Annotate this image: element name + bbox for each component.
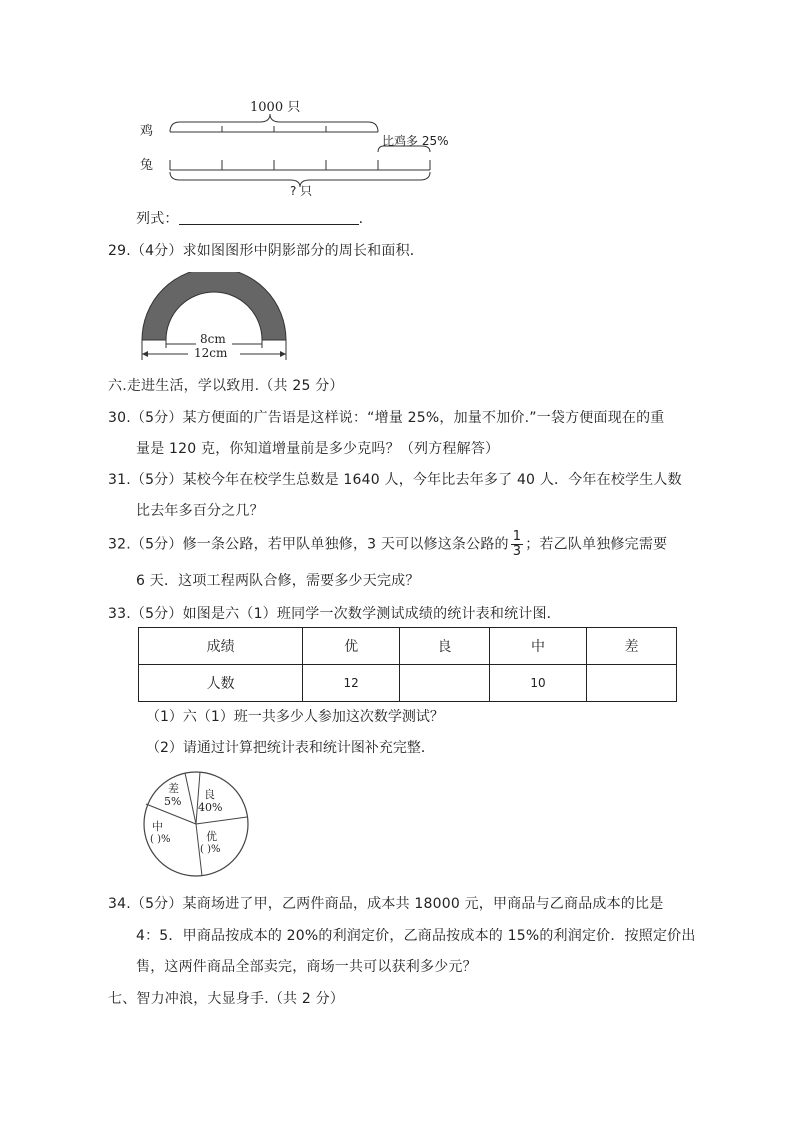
outer-diameter-label: 12cm	[194, 346, 228, 360]
formula-end: .	[358, 211, 364, 227]
formula-label: 列式：	[136, 211, 179, 227]
pie-chart	[138, 766, 254, 882]
q34-line2: 4：5．甲商品按成本的 20%的利润定价，乙商品按成本的 15%的利润定价．按照定价出	[136, 928, 696, 944]
table-cell-blank[interactable]	[586, 665, 676, 702]
pie-value-cha: 5%	[164, 795, 182, 808]
score-table	[138, 627, 677, 702]
pie-label-zhong: 中	[152, 820, 163, 833]
table-cell: 人数	[139, 665, 303, 702]
pie-value-you: ( )%	[200, 844, 221, 855]
q28-formula-line	[136, 208, 363, 228]
q34-line1: 34.（5分）某商场进了甲，乙两件商品，成本共 18000 元，甲商品与乙商品成本的比是	[108, 896, 664, 912]
pie-label-liang: 良	[204, 788, 215, 801]
q31-line1: 31.（5分）某校今年在校学生总数是 1640 人，今年比去年多了 40 人．今年在校学生人数	[108, 472, 682, 488]
rabbit-label: 兔	[140, 158, 154, 173]
fraction-one-third	[511, 530, 523, 559]
q32-text-a: 32.（5分）修一条公路，若甲队单独修，3 天可以修这条公路的	[108, 536, 509, 553]
table-header-cell: 优	[303, 628, 400, 665]
bar-diagram	[130, 90, 470, 200]
table-row	[139, 665, 677, 702]
q32-text-b: ；若乙队单独修完需要	[525, 536, 668, 553]
table-header-cell: 成绩	[139, 628, 303, 665]
pie-label-cha: 差	[168, 782, 179, 795]
q30-line2: 量是 120 克，你知道增量前是多少克吗？（列方程解答）	[136, 441, 500, 457]
pie-label-you: 优	[206, 830, 217, 843]
unknown-count-label: ? 只	[290, 184, 313, 198]
section6-title: 六.走进生活，学以致用.（共 25 分）	[108, 378, 344, 394]
table-header-row	[139, 628, 677, 665]
pie-value-liang: 40%	[198, 801, 223, 814]
q30-line1: 30.（5分）某方便面的广告语是这样说：“增量 25%，加量不加价.”一袋方便面现在的重	[108, 410, 665, 426]
ring-figure	[136, 272, 292, 364]
top-count-label: 1000 只	[250, 100, 301, 115]
section7-title: 七、智力冲浪，大显身手.（共 2 分）	[108, 991, 345, 1007]
q29-text: 29.（4分）求如图图形中阴影部分的周长和面积．	[108, 243, 424, 259]
q32-line2: 6 天．这项工程两队合修，需要多少天完成？	[136, 573, 420, 589]
table-cell: 12	[303, 665, 400, 702]
q33-text: 33.（5分）如图是六（1）班同学一次数学测试成绩的统计表和统计图．	[108, 606, 561, 622]
table-cell: 10	[490, 665, 587, 702]
fraction-numerator: 1	[512, 529, 522, 544]
inner-diameter-label: 8cm	[200, 332, 226, 346]
table-header-cell: 良	[400, 628, 490, 665]
pie-value-zhong: ( )%	[150, 834, 171, 845]
q33-sub2: （2）请通过计算把统计表和统计图补充完整．	[146, 740, 435, 756]
q32-line1	[108, 530, 667, 559]
q33-sub1: （1）六（1）班一共多少人参加这次数学测试？	[146, 709, 444, 725]
fraction-denominator: 3	[512, 544, 522, 559]
table-header-cell: 中	[490, 628, 587, 665]
table-cell-blank[interactable]	[400, 665, 490, 702]
q31-line2: 比去年多百分之几？	[136, 503, 264, 519]
formula-blank[interactable]	[179, 210, 359, 225]
table-header-cell: 差	[586, 628, 676, 665]
q34-line3: 售，这两件商品全部卖完，商场一共可以获利多少元？	[136, 959, 477, 975]
chicken-label: 鸡	[140, 124, 154, 139]
extra-percent-label: 比鸡多 25%	[382, 134, 449, 148]
